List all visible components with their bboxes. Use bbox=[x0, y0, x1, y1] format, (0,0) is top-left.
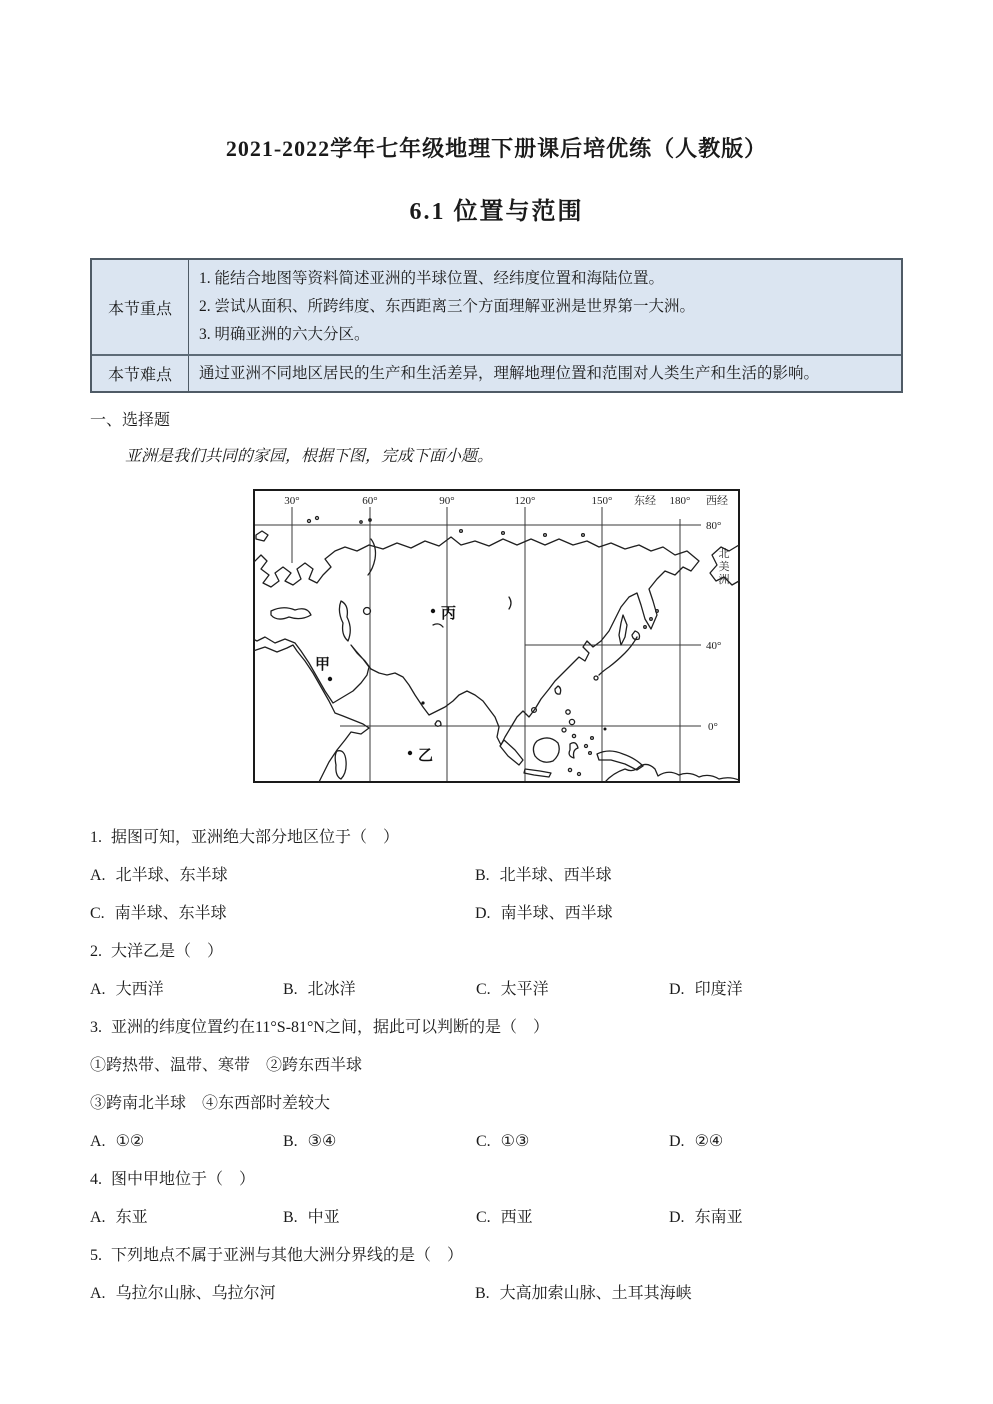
option-text: ①③ bbox=[500, 1133, 530, 1150]
sakhalin-island bbox=[619, 615, 627, 645]
option-text: ①② bbox=[115, 1133, 145, 1150]
option-letter: B. bbox=[475, 1285, 490, 1302]
option-letter: D. bbox=[475, 905, 491, 922]
option-letter: B. bbox=[283, 981, 298, 998]
lon-label-120: 120° bbox=[514, 495, 536, 507]
row-content-keypoints bbox=[189, 260, 901, 354]
statement-line: ①跨热带、温带、寒带 ②跨东西半球 bbox=[90, 1057, 363, 1074]
option-letter: C. bbox=[476, 1133, 491, 1150]
question-number: 3. bbox=[90, 1019, 102, 1036]
aral-sea bbox=[364, 608, 371, 615]
philippine-island bbox=[569, 719, 574, 724]
australia-coast bbox=[605, 764, 739, 782]
marker-jia-dot bbox=[328, 677, 332, 681]
option-text: 中亚 bbox=[307, 1209, 340, 1226]
franz-josef-island bbox=[360, 521, 362, 523]
lon-label-150: 150° bbox=[591, 495, 613, 507]
row-label-keypoints: 本节重点 bbox=[92, 260, 189, 354]
option-text: ②④ bbox=[694, 1133, 724, 1150]
row-label-difficulty: 本节难点 bbox=[92, 356, 189, 391]
lake-baikal bbox=[509, 597, 511, 609]
map-border bbox=[254, 490, 739, 782]
borneo-island bbox=[533, 738, 559, 762]
keypoint-item: 3. 明确亚洲的六大分区。 bbox=[199, 326, 370, 343]
option-d bbox=[475, 895, 903, 933]
east-longitude-label: 东经 bbox=[634, 495, 656, 507]
asia-map-svg bbox=[253, 489, 740, 783]
table-row-difficulty bbox=[92, 354, 901, 391]
lake-balkhash bbox=[433, 624, 443, 627]
marker-yi-label: 乙 bbox=[418, 748, 434, 764]
option-letter: A. bbox=[90, 981, 106, 998]
caspian-sea bbox=[339, 601, 350, 641]
lat-label-80: 80° bbox=[706, 520, 722, 532]
lon-label-180: 180° bbox=[669, 495, 691, 507]
sulawesi-island bbox=[569, 743, 578, 758]
question-text-line bbox=[90, 933, 903, 971]
question-4 bbox=[90, 1161, 903, 1237]
city-dot bbox=[604, 728, 607, 731]
lon-label-30: 30° bbox=[284, 495, 300, 507]
svalbard-island bbox=[308, 520, 311, 523]
option-letter: D. bbox=[669, 1209, 685, 1226]
option-letter: C. bbox=[476, 981, 491, 998]
arctic-island bbox=[582, 534, 585, 537]
option-letter: A. bbox=[90, 1285, 106, 1302]
question-1 bbox=[90, 819, 903, 933]
kuril-island bbox=[656, 610, 659, 613]
section-title: 6.1 位置与范围 bbox=[409, 199, 584, 225]
option-text: 北半球、东半球 bbox=[115, 867, 228, 884]
options-row bbox=[90, 1199, 903, 1237]
option-d bbox=[669, 1123, 903, 1161]
option-a bbox=[90, 857, 475, 895]
page-title: 2021-2022学年七年级地理下册课后培优练（人教版） bbox=[225, 136, 768, 161]
option-letter: D. bbox=[669, 1133, 685, 1150]
asia-map-figure bbox=[253, 489, 740, 783]
marker-bing-label: 丙 bbox=[441, 606, 457, 622]
kuril-island bbox=[650, 618, 653, 621]
molucca-island bbox=[589, 752, 592, 755]
difficulty-item: 通过亚洲不同地区居民的生产和生活差异，理解地理位置和范围对人类生产和生活的影响。 bbox=[199, 365, 820, 382]
option-b bbox=[283, 1123, 476, 1161]
option-text: 南半球、西半球 bbox=[500, 905, 613, 922]
option-d bbox=[669, 971, 903, 1009]
option-text: 北冰洋 bbox=[307, 981, 356, 998]
option-text: 印度洋 bbox=[694, 981, 743, 998]
option-text: ③④ bbox=[307, 1133, 337, 1150]
question-text: 据图可知，亚洲绝大部分地区位于（ ） bbox=[111, 829, 400, 846]
java-island bbox=[524, 769, 551, 777]
lat-label-40: 40° bbox=[706, 640, 722, 652]
svalbard-island bbox=[316, 517, 319, 520]
sumatra-island bbox=[500, 740, 523, 765]
option-letter: B. bbox=[475, 867, 490, 884]
kuril-island bbox=[644, 626, 647, 629]
marker-yi-dot bbox=[408, 751, 412, 755]
option-a bbox=[90, 1199, 283, 1237]
intro-text: 亚洲是我们共同的家园，根据下图，完成下面小题。 bbox=[125, 448, 494, 465]
option-letter: B. bbox=[283, 1209, 298, 1226]
options-row bbox=[90, 857, 903, 933]
row-content-difficulty bbox=[189, 356, 901, 391]
option-text: 大高加索山脉、土耳其海峡 bbox=[499, 1285, 692, 1302]
coastline-eurasia bbox=[253, 537, 699, 745]
arctic-island bbox=[544, 534, 547, 537]
option-text: 西亚 bbox=[500, 1209, 533, 1226]
timor-island bbox=[578, 773, 581, 776]
option-a bbox=[90, 971, 283, 1009]
option-letter: B. bbox=[283, 1133, 298, 1150]
option-b bbox=[283, 971, 476, 1009]
kyushu-island bbox=[594, 676, 598, 680]
philippine-island bbox=[572, 734, 575, 737]
timor-island bbox=[568, 768, 571, 771]
question-text-line bbox=[90, 1009, 903, 1047]
table-row-keypoints bbox=[92, 260, 901, 354]
statement-line: ③跨南北半球 ④东西部时差较大 bbox=[90, 1095, 331, 1112]
options-row bbox=[90, 1275, 903, 1313]
arctic-island bbox=[502, 532, 505, 535]
question-text: 大洋乙是（ ） bbox=[111, 943, 224, 960]
philippine-island bbox=[566, 710, 570, 714]
option-text: 乌拉尔山脉、乌拉尔河 bbox=[115, 1285, 276, 1302]
option-text: 东亚 bbox=[115, 1209, 148, 1226]
taiwan-island bbox=[555, 686, 561, 694]
option-b bbox=[475, 1275, 903, 1313]
question-text-line bbox=[90, 1161, 903, 1199]
molucca-island bbox=[591, 737, 594, 740]
option-letter: C. bbox=[90, 905, 105, 922]
question-text: 亚洲的纬度位置约在11°S-81°N之间，据此可以判断的是（ ） bbox=[111, 1019, 549, 1036]
option-letter: C. bbox=[476, 1209, 491, 1226]
marker-bing-dot bbox=[431, 609, 435, 613]
option-a bbox=[90, 1123, 283, 1161]
question-text-line bbox=[90, 819, 903, 857]
question-number: 4. bbox=[90, 1171, 102, 1188]
molucca-island bbox=[585, 745, 588, 748]
option-letter: A. bbox=[90, 1133, 106, 1150]
option-b bbox=[475, 857, 903, 895]
lat-label-0: 0° bbox=[708, 721, 718, 733]
map-labels bbox=[284, 494, 729, 733]
arctic-island bbox=[460, 530, 463, 533]
option-letter: A. bbox=[90, 867, 106, 884]
key-points-table bbox=[90, 258, 903, 393]
iceland-island bbox=[256, 531, 268, 541]
madagascar-island bbox=[335, 751, 346, 779]
keypoint-item: 1. 能结合地图等资料简述亚洲的半球位置、经纬度位置和海陆位置。 bbox=[199, 270, 665, 287]
options-row bbox=[90, 971, 903, 1009]
options-row bbox=[90, 1123, 903, 1161]
option-letter: A. bbox=[90, 1209, 106, 1226]
question-5 bbox=[90, 1237, 903, 1313]
black-sea bbox=[271, 608, 311, 619]
option-text: 北半球、西半球 bbox=[499, 867, 612, 884]
question-number: 5. bbox=[90, 1247, 102, 1264]
coastlines bbox=[253, 517, 739, 783]
city-dot bbox=[421, 701, 424, 704]
north-america-label-char: 洲 bbox=[718, 574, 730, 586]
marker-jia-label: 甲 bbox=[315, 657, 331, 673]
question-number: 2. bbox=[90, 943, 102, 960]
question-3 bbox=[90, 1009, 903, 1161]
option-letter: D. bbox=[669, 981, 685, 998]
question-text: 图中甲地位于（ ） bbox=[111, 1171, 256, 1188]
question-number: 1. bbox=[90, 829, 102, 846]
sri-lanka-island bbox=[435, 721, 441, 726]
graticule-lines bbox=[255, 507, 701, 781]
lon-label-60: 60° bbox=[362, 495, 378, 507]
option-c bbox=[90, 895, 475, 933]
option-c bbox=[476, 1199, 669, 1237]
questions-section bbox=[90, 819, 903, 1313]
option-b bbox=[283, 1199, 476, 1237]
option-c bbox=[476, 1123, 669, 1161]
option-text: 南半球、东半球 bbox=[114, 905, 227, 922]
option-text: 太平洋 bbox=[500, 981, 549, 998]
japan-arc bbox=[599, 637, 637, 675]
option-text: 东南亚 bbox=[694, 1209, 743, 1226]
section-heading: 一、选择题 bbox=[90, 412, 171, 429]
new-guinea-island bbox=[597, 751, 643, 770]
question-2 bbox=[90, 933, 903, 1009]
keypoint-item: 2. 尝试从面积、所跨纬度、东西距离三个方面理解亚洲是世界第一大洲。 bbox=[199, 298, 696, 315]
philippine-island bbox=[562, 728, 566, 732]
question-text-line bbox=[90, 1237, 903, 1275]
north-america-label-char: 北 bbox=[718, 548, 730, 560]
west-longitude-label: 西经 bbox=[706, 495, 728, 507]
option-c bbox=[476, 971, 669, 1009]
option-a bbox=[90, 1275, 475, 1313]
lon-label-90: 90° bbox=[439, 495, 455, 507]
option-text: 大西洋 bbox=[115, 981, 164, 998]
question-text: 下列地点不属于亚洲与其他大洲分界线的是（ ） bbox=[111, 1247, 464, 1264]
north-america-label-char: 美 bbox=[718, 561, 730, 573]
option-d bbox=[669, 1199, 903, 1237]
